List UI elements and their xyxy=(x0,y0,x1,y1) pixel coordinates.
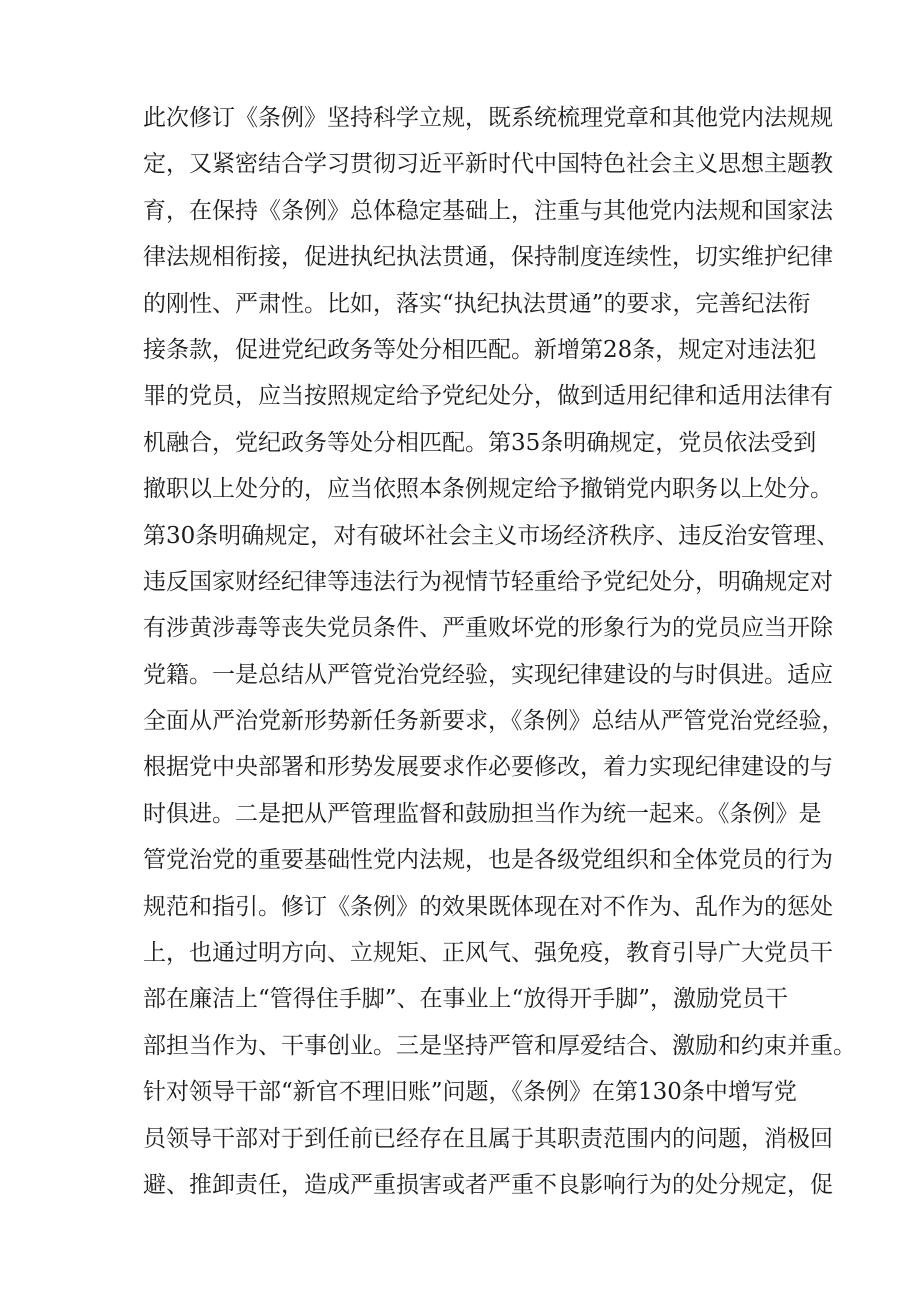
text-line: 律法规相衔接，促进执纪执法贯通，保持制度连续性，切实维护纪律 xyxy=(143,244,833,271)
body-paragraph xyxy=(143,95,856,1208)
text-line: 避、推卸责任，造成严重损害或者严重不良影响行为的处分规定，促 xyxy=(143,1171,833,1198)
text-line: 第30条明确规定，对有破坏社会主义市场经济秩序、违反治安管理、 xyxy=(143,522,840,549)
text-line: 接条款，促进党纪政务等处分相匹配。新增第28条，规定对违法犯 xyxy=(143,336,817,363)
text-line: 部在廉洁上“管得住手脚”、在事业上“放得开手脚”，激励党员干 xyxy=(143,986,789,1013)
text-line: 时俱进。二是把从严管理监督和鼓励担当作为统一起来。《条例》是 xyxy=(143,800,822,827)
text-line: 党籍。一是总结从严管党治党经验，实现纪律建设的与时俱进。适应 xyxy=(143,661,833,688)
text-line: 规范和指引。修订《条例》的效果既体现在对不作为、乱作为的惩处 xyxy=(143,893,833,920)
text-line: 机融合，党纪政务等处分相匹配。第35条明确规定，党员依法受到 xyxy=(143,429,817,456)
text-line: 违反国家财经纪律等违法行为视情节轻重给予党纪处分，明确规定对 xyxy=(143,568,833,595)
text-line: 根据党中央部署和形势发展要求作必要修改，着力实现纪律建设的与 xyxy=(143,754,833,781)
text-line: 部担当作为、干事创业。三是坚持严管和厚爱结合、激励和约束并重。 xyxy=(143,1032,856,1059)
text-line: 针对领导干部“新官不理旧账”问题，《条例》在第130条中增写党 xyxy=(143,1079,797,1106)
text-line: 管党治党的重要基础性党内法规，也是各级党组织和全体党员的行为 xyxy=(143,847,833,874)
text-line: 的刚性、严肃性。比如，落实“执纪执法贯通”的要求，完善纪法衔 xyxy=(143,290,811,317)
text-line: 撤职以上处分的，应当依照本条例规定给予撤销党内职务以上处分。 xyxy=(143,476,833,503)
text-line: 有涉黄涉毒等丧失党员条件、严重败坏党的形象行为的党员应当开除 xyxy=(143,615,833,642)
text-line: 上，也通过明方向、立规矩、正风气、强免疫，教育引导广大党员干 xyxy=(143,940,833,967)
text-line: 全面从严治党新形势新任务新要求，《条例》总结从严管党治党经验， xyxy=(143,708,845,735)
text-line: 罪的党员，应当按照规定给予党纪处分，做到适用纪律和适用法律有 xyxy=(143,383,833,410)
text-line: 员领导干部对于到任前已经存在且属于其职责范围内的问题，消极回 xyxy=(143,1125,833,1152)
text-line: 定，又紧密结合学习贯彻习近平新时代中国特色社会主义思想主题教 xyxy=(143,151,833,178)
text-line: 育，在保持《条例》总体稳定基础上，注重与其他党内法规和国家法 xyxy=(143,197,833,224)
text-line: 此次修订《条例》坚持科学立规，既系统梳理党章和其他党内法规规 xyxy=(143,105,833,131)
